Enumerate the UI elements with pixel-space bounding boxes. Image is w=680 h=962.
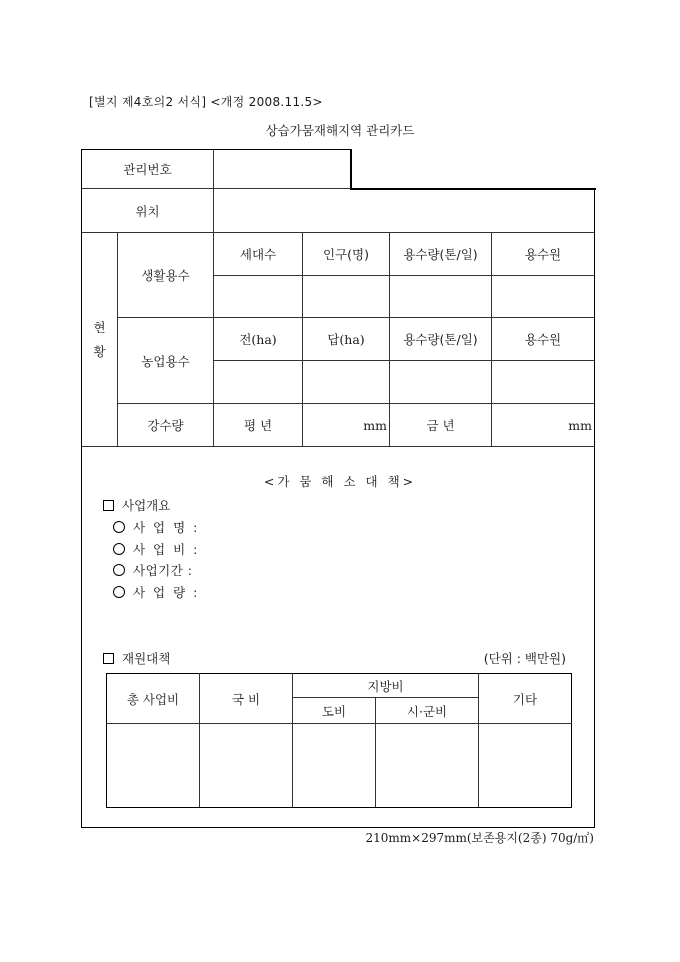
- water-source-header: 용수원: [524, 246, 562, 262]
- local-header: 지방비: [367, 678, 404, 694]
- list-item: [113, 583, 199, 601]
- population-header: 인구(명): [323, 246, 369, 262]
- project-overview-label: 사업개요: [122, 498, 171, 513]
- rainfall-label: 강수량: [147, 418, 184, 433]
- frame-notch-edge: [350, 149, 352, 189]
- checkbox-icon: [103, 500, 114, 511]
- management-number-label: 관리번호: [123, 162, 172, 177]
- finance-plan: [103, 649, 170, 667]
- location-field[interactable]: [214, 189, 594, 232]
- domestic-water-label: 생활용수: [141, 267, 190, 283]
- circle-bullet-icon: [113, 543, 125, 555]
- finance-plan-label: 재원대책: [122, 651, 171, 666]
- total-cost-header: 총 사업비: [126, 691, 180, 707]
- measures-title: <가 뭄 해 소 대 책>: [263, 474, 417, 489]
- this-year-unit: mm: [568, 417, 592, 433]
- circle-bullet-icon: [113, 586, 125, 598]
- city-header: 시·군비: [406, 703, 448, 719]
- list-item: [113, 561, 193, 579]
- this-year-label: 금 년: [426, 418, 455, 433]
- unit-note: (단위 : 백만원): [483, 651, 566, 666]
- agri-water-label: 농업용수: [141, 353, 190, 369]
- water-volume-header: 용수량(톤/일): [403, 246, 478, 262]
- paper-spec-footer: 210mm×297mm(보존용지(2종) 70g/㎡): [365, 831, 594, 845]
- management-number-field[interactable]: [214, 150, 350, 188]
- national-header: 국 비: [231, 691, 261, 707]
- list-item: [113, 518, 199, 536]
- normal-year-label: 평 년: [243, 418, 273, 433]
- project-cost-label: 사 업 비 :: [133, 542, 200, 557]
- province-header: 도비: [321, 703, 347, 719]
- form-header: [별지 제4호의2 서식] <개정 2008.11.5>: [89, 95, 323, 109]
- circle-bullet-icon: [113, 564, 125, 576]
- agri-water-source-header: 용수원: [524, 332, 562, 347]
- project-overview: [103, 496, 170, 514]
- location-label: 위치: [135, 203, 160, 219]
- agri-water-volume-header: 용수량(톤/일): [403, 332, 478, 347]
- households-header: 세대수: [239, 246, 277, 262]
- grid-line: [213, 360, 594, 361]
- grid-line: [213, 275, 594, 276]
- circle-bullet-icon: [113, 521, 125, 533]
- project-name-label: 사 업 명 :: [133, 520, 200, 535]
- normal-year-unit: mm: [363, 417, 387, 433]
- project-volume-label: 사 업 량 :: [133, 585, 200, 600]
- project-period-label: 사업기간 :: [133, 563, 193, 578]
- list-item: [113, 540, 199, 558]
- field-area-header: 전(ha): [239, 332, 277, 347]
- grid-line: [106, 723, 572, 724]
- other-header: 기타: [512, 691, 538, 707]
- grid-line: [82, 446, 594, 447]
- frame-notch: [351, 149, 596, 189]
- form-title: 상습가뭄재해지역 관리카드: [265, 123, 415, 138]
- checkbox-icon: [103, 653, 114, 664]
- status-label-1: 현: [93, 320, 106, 335]
- status-label-2: 황: [93, 344, 106, 359]
- paddy-area-header: 답(ha): [327, 332, 365, 347]
